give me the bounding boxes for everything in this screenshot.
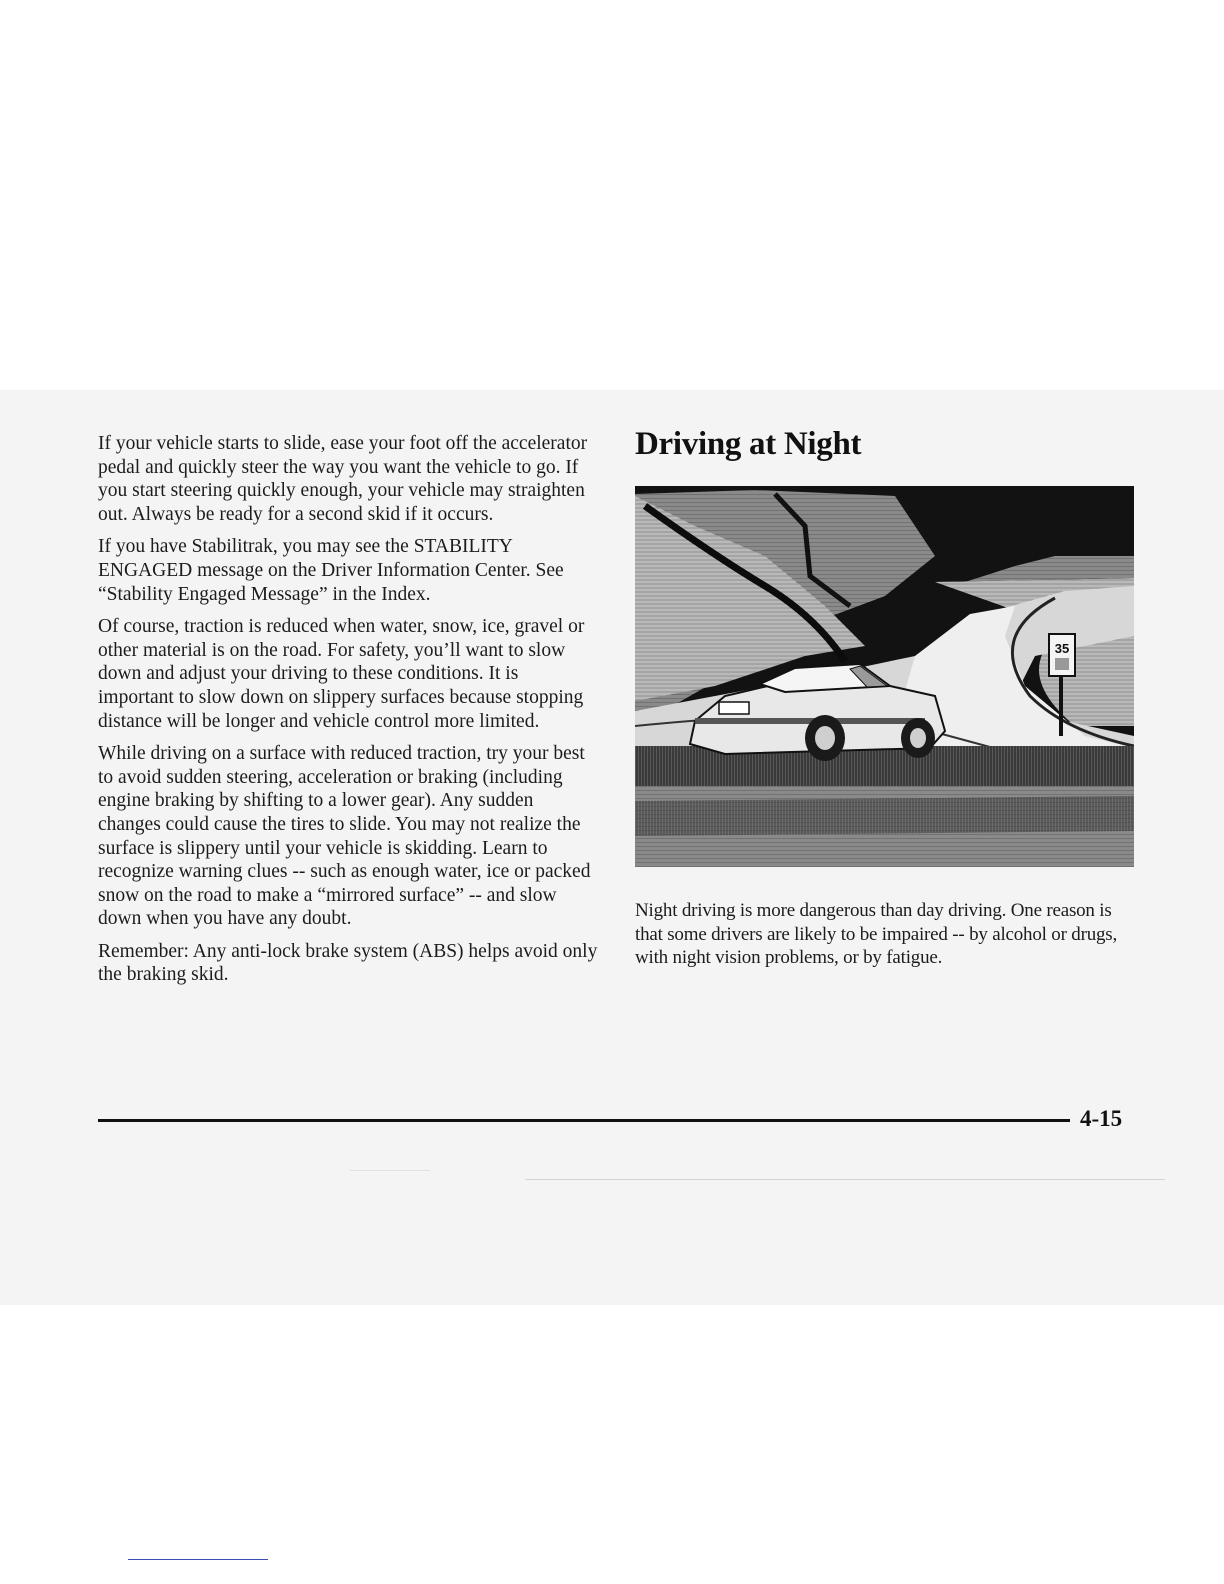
- paragraph-reduced-traction: Of course, traction is reduced when water, snow, ice, gravel or other material is on the road. For safety, you’ll want to slow down and adjust your driving to these conditions. It is important to slow down on slippery surfaces because stopping distance will be longer and vehicle control more limited.: [98, 616, 585, 732]
- scan-artifact-line: [525, 1179, 1165, 1180]
- speed-sign-text: 35: [1054, 641, 1070, 656]
- paragraph-skid-recovery: If your vehicle starts to slide, ease your foot off the accelerator pedal and quickly steer the way you want the vehicle to go. If you start steering quickly enough, your vehicle may straighten out. Always be ready for a second skid if it occurs.: [98, 433, 588, 525]
- section-heading: Driving at Night: [635, 426, 862, 462]
- night-driving-illustration: [635, 486, 1134, 867]
- paragraph-abs-reminder: Remember: Any anti-lock brake system (ABS) helps avoid only the braking skid.: [98, 940, 598, 986]
- paragraph-stabilitrak: If you have Stabilitrak, you may see the STABILITY ENGAGED message on the Driver Information Center. See “Stability Engaged Message” in the Index.: [98, 536, 564, 605]
- page-number: 4-15: [1080, 1106, 1123, 1131]
- bottom-underline: [128, 1559, 268, 1560]
- scan-artifact-line-short: [350, 1170, 430, 1171]
- caption-text: Night driving is more dangerous than day driving. One reason is that some drivers are likely to be impaired -- by alcohol or drugs, with night vision problems, or by fatigue.: [635, 900, 1118, 968]
- left-column: [98, 432, 598, 996]
- paragraph-avoid-sudden-changes: While driving on a surface with reduced traction, try your best to avoid sudden steering, acceleration or braking (including engine braking by shifting to a lower gear). Any sudden changes could cause the tires to slide. You may not realize the surface is slippery until your vehicle is skidding. Learn to recognize warning clues -- such as enough water, ice or packed snow on the road to make a “mirrored surface” -- and slow down when you have any doubt.: [98, 743, 591, 930]
- footer-rule: [98, 1119, 1070, 1122]
